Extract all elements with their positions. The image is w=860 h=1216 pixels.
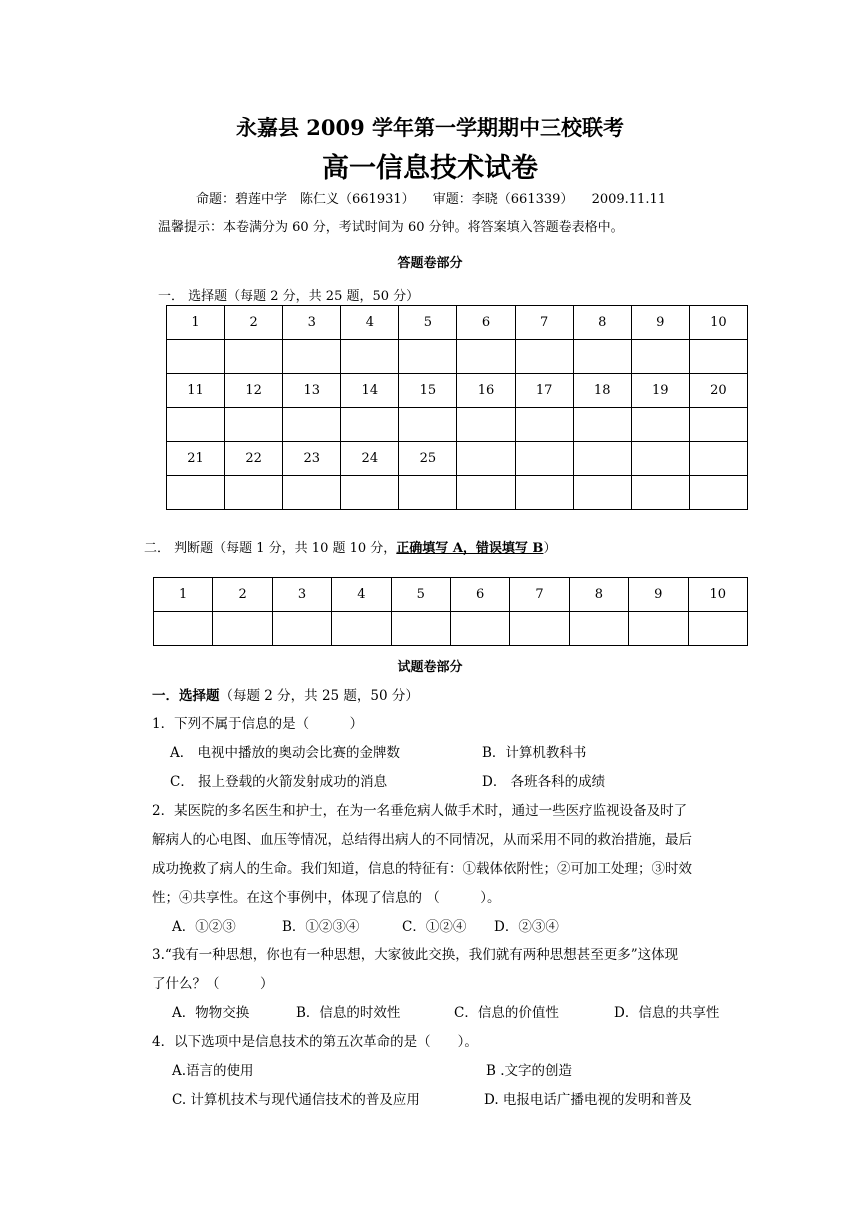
grid-answer-cell[interactable] xyxy=(283,476,341,510)
grid-number-cell: 9 xyxy=(631,306,689,340)
grid-answer-row xyxy=(167,408,748,442)
grid-answer-cell[interactable] xyxy=(629,612,688,646)
grid-answer-cell[interactable] xyxy=(515,476,573,510)
part1-answer-label: 一． 选择题（每题 2 分，共 25 题，50 分） xyxy=(158,289,420,304)
q3-option-d: D．信息的共享性 xyxy=(614,1005,720,1021)
grid-number-cell: 22 xyxy=(225,442,283,476)
grid-answer-cell[interactable] xyxy=(515,340,573,374)
grid-answer-cell[interactable] xyxy=(225,408,283,442)
grid-answer-row xyxy=(154,612,748,646)
q4-stem: 4．以下选项中是信息技术的第五次革命的是（ ）。 xyxy=(152,1034,478,1050)
grid-number-cell: 7 xyxy=(515,306,573,340)
exam-hint: 温馨提示：本卷满分为 60 分，考试时间为 60 分钟。将答案填入答题卷表格中。 xyxy=(158,220,624,235)
grid-number-cell: 11 xyxy=(167,374,225,408)
grid-number-row xyxy=(167,442,748,476)
grid-answer-cell[interactable] xyxy=(450,612,509,646)
grid-answer-cell[interactable] xyxy=(391,612,450,646)
grid-number-cell: 2 xyxy=(225,306,283,340)
grid-answer-cell[interactable] xyxy=(154,612,213,646)
grid-answer-cell[interactable] xyxy=(510,612,569,646)
grid-number-cell: 12 xyxy=(225,374,283,408)
grid-answer-cell[interactable] xyxy=(167,476,225,510)
q2-line-2: 解病人的心电图、血压等情况，总结得出病人的不同情况，从而采用不同的救治措施，最后 xyxy=(152,832,692,848)
grid-answer-cell[interactable] xyxy=(573,408,631,442)
grid-number-cell: 23 xyxy=(283,442,341,476)
grid-number-row xyxy=(154,578,748,612)
q3-option-a: A．物物交换 xyxy=(172,1005,250,1021)
grid-answer-cell[interactable] xyxy=(631,408,689,442)
author-info: 命题：碧莲中学 陈仁义（661931） xyxy=(196,192,415,207)
grid-number-cell: 17 xyxy=(515,374,573,408)
q2-option-b: B．①②③④ xyxy=(282,919,360,935)
grid-number-cell: 21 xyxy=(167,442,225,476)
grid-answer-cell[interactable] xyxy=(213,612,272,646)
q2-line-4: 性；④共享性。在这个事例中，体现了信息的 （ ）。 xyxy=(152,890,501,906)
grid-number-cell xyxy=(457,442,515,476)
grid-answer-cell[interactable] xyxy=(689,408,747,442)
grid-answer-cell[interactable] xyxy=(631,476,689,510)
grid-number-cell: 3 xyxy=(283,306,341,340)
part2-label-emphasis: 正确填写 A，错误填写 B xyxy=(396,541,544,556)
grid-number-cell: 10 xyxy=(688,578,747,612)
grid-number-cell: 24 xyxy=(341,442,399,476)
grid-answer-cell[interactable] xyxy=(283,340,341,374)
q1-option-d: D． 各班各科的成绩 xyxy=(482,774,606,790)
q2-option-d: D．②③④ xyxy=(494,919,559,935)
q3-option-c: C．信息的价值性 xyxy=(454,1005,559,1021)
grid-answer-cell[interactable] xyxy=(272,612,331,646)
grid-answer-cell[interactable] xyxy=(457,340,515,374)
grid-number-cell: 20 xyxy=(689,374,747,408)
part1-question-heading xyxy=(152,684,419,704)
grid-number-cell: 10 xyxy=(689,306,747,340)
q3-option-b: B．信息的时效性 xyxy=(296,1005,401,1021)
grid-number-cell: 16 xyxy=(457,374,515,408)
q2-option-c: C．①②④ xyxy=(402,919,467,935)
grid-answer-cell[interactable] xyxy=(569,612,628,646)
grid-number-cell: 8 xyxy=(573,306,631,340)
grid-answer-cell[interactable] xyxy=(225,476,283,510)
grid-answer-cell[interactable] xyxy=(332,612,391,646)
q4-option-d: D. 电报电话广播电视的发明和普及 xyxy=(484,1092,692,1108)
grid-answer-row xyxy=(167,340,748,374)
q3-line-1: 3.“我有一种思想，你也有一种思想，大家彼此交换，我们就有两种思想甚至更多”这体现 xyxy=(152,947,679,963)
grid-number-cell: 13 xyxy=(283,374,341,408)
grid-number-cell: 6 xyxy=(457,306,515,340)
grid-answer-cell[interactable] xyxy=(573,476,631,510)
grid-number-cell: 9 xyxy=(629,578,688,612)
grid-number-cell: 18 xyxy=(573,374,631,408)
q1-option-a: A． 电视中播放的奥动会比赛的金牌数 xyxy=(170,745,401,761)
q3-line-2: 了什么？（ ） xyxy=(152,976,274,992)
judge-answer-grid xyxy=(153,577,748,646)
q2-line-1: 2．某医院的多名医生和护士，在为一名垂危病人做手术时，通过一些医疗监视设备及时了 xyxy=(152,803,688,819)
grid-number-cell xyxy=(631,442,689,476)
grid-number-cell xyxy=(689,442,747,476)
q1-stem: 1．下列不属于信息的是（ ） xyxy=(152,716,364,732)
grid-number-cell: 3 xyxy=(272,578,331,612)
grid-number-cell: 14 xyxy=(341,374,399,408)
grid-answer-cell[interactable] xyxy=(515,408,573,442)
grid-number-cell xyxy=(573,442,631,476)
grid-number-cell: 1 xyxy=(154,578,213,612)
grid-number-cell: 5 xyxy=(391,578,450,612)
choice-answer-grid xyxy=(166,305,748,510)
grid-answer-cell[interactable] xyxy=(631,340,689,374)
grid-answer-cell[interactable] xyxy=(457,476,515,510)
q2-option-a: A．①②③ xyxy=(172,919,236,935)
grid-answer-cell[interactable] xyxy=(341,476,399,510)
grid-number-cell: 8 xyxy=(569,578,628,612)
grid-number-cell: 15 xyxy=(399,374,457,408)
grid-number-cell: 6 xyxy=(450,578,509,612)
q4-option-b: B .文字的创造 xyxy=(486,1063,573,1079)
grid-number-row xyxy=(167,306,748,340)
exam-date: 2009.11.11 xyxy=(591,192,666,207)
grid-answer-cell[interactable] xyxy=(283,408,341,442)
part2-answer-label xyxy=(144,537,556,556)
grid-answer-cell[interactable] xyxy=(573,340,631,374)
question-section-title: 试题卷部分 xyxy=(397,660,463,675)
grid-answer-cell[interactable] xyxy=(399,476,457,510)
q1-option-c: C． 报上登载的火箭发射成功的消息 xyxy=(170,774,388,790)
grid-number-cell: 19 xyxy=(631,374,689,408)
grid-number-cell: 4 xyxy=(332,578,391,612)
grid-answer-cell[interactable] xyxy=(689,340,747,374)
grid-number-cell: 7 xyxy=(510,578,569,612)
exam-meta xyxy=(196,188,680,207)
grid-answer-cell[interactable] xyxy=(225,340,283,374)
grid-answer-cell[interactable] xyxy=(399,408,457,442)
q4-option-c: C. 计算机技术与现代通信技术的普及应用 xyxy=(172,1092,420,1108)
q4-option-a: A.语言的使用 xyxy=(172,1063,254,1079)
grid-answer-cell[interactable] xyxy=(688,612,747,646)
grid-answer-cell[interactable] xyxy=(341,340,399,374)
grid-number-cell: 4 xyxy=(341,306,399,340)
grid-number-row xyxy=(167,374,748,408)
grid-answer-cell[interactable] xyxy=(689,476,747,510)
grid-answer-cell[interactable] xyxy=(457,408,515,442)
exam-title: 永嘉县 2009 学年第一学期期中三校联考 xyxy=(235,115,625,140)
grid-number-cell: 1 xyxy=(167,306,225,340)
exam-subtitle: 高一信息技术试卷 xyxy=(322,153,538,184)
grid-answer-cell[interactable] xyxy=(167,340,225,374)
part1-heading-rest: （每题 2 分，共 25 题，50 分） xyxy=(219,688,419,704)
q2-line-3: 成功挽救了病人的生命。我们知道，信息的特征有：①载体依附性；②可加工处理；③时效 xyxy=(152,861,692,877)
grid-number-cell: 25 xyxy=(399,442,457,476)
answer-section-title: 答题卷部分 xyxy=(397,256,463,271)
grid-answer-cell[interactable] xyxy=(167,408,225,442)
grid-number-cell: 2 xyxy=(213,578,272,612)
grid-number-cell: 5 xyxy=(399,306,457,340)
grid-number-cell xyxy=(515,442,573,476)
grid-answer-row xyxy=(167,476,748,510)
reviewer-info: 审题：李晓（661339） xyxy=(432,192,574,207)
grid-answer-cell[interactable] xyxy=(341,408,399,442)
part1-heading-bold: 一．选择题 xyxy=(152,688,220,704)
grid-answer-cell[interactable] xyxy=(399,340,457,374)
q1-option-b: B．计算机教科书 xyxy=(482,745,587,761)
part2-label-suffix: ） xyxy=(543,541,557,556)
part2-label-prefix: 二． 判断题（每题 1 分，共 10 题 10 分， xyxy=(144,541,397,556)
